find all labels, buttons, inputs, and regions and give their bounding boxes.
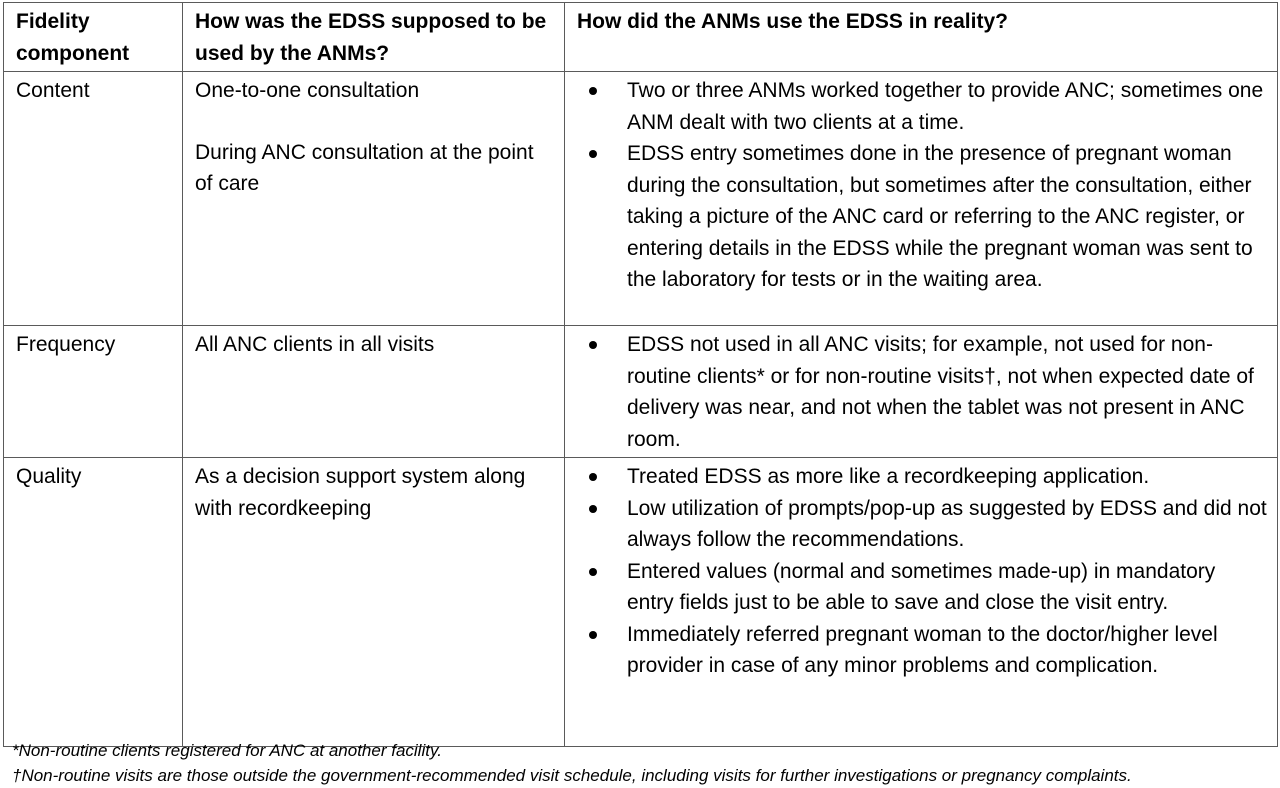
- supposed-text: During ANC consultation at the point of care: [195, 140, 534, 195]
- bullet-icon: [589, 568, 597, 576]
- list-item-text: Entered values (normal and sometimes made-up) in mandatory entry fields just to be able to save and close the visit entry.: [627, 559, 1216, 614]
- row-reality-frequency: [565, 326, 1278, 458]
- bullet-icon: [589, 631, 597, 639]
- list-item: [577, 556, 1267, 619]
- list-item: [577, 329, 1267, 455]
- list-item-text: EDSS entry sometimes done in the presence of pregnant woman during the consultation, but sometimes after the consultation, either taking a picture of the ANC card or referring to the ANC register, or entering details in the EDSS while the pregnant woman was sent to the laboratory for tests or in the waiting area.: [627, 142, 1253, 291]
- supposed-text: All ANC clients in all visits: [195, 333, 435, 356]
- bullet-icon: [589, 473, 597, 481]
- reality-list: [577, 461, 1267, 682]
- bullet-icon: [589, 150, 597, 158]
- list-item-text: Treated EDSS as more like a recordkeeping application.: [627, 465, 1150, 488]
- footnote-non-routine-visits: †Non-routine visits are those outside the government-recommended visit schedule, including visits for further investigations or pregnancy complaints.: [12, 766, 1132, 785]
- fidelity-table: [3, 2, 1278, 747]
- list-item-text: Immediately referred pregnant woman to the doctor/higher level provider in case of any minor problems and complication.: [627, 622, 1218, 677]
- bullet-icon: [589, 505, 597, 513]
- table-header-row: [4, 3, 1278, 72]
- list-item-text: EDSS not used in all ANC visits; for example, not used for non-routine clients* or for non-routine visits†, not when expected date of delivery was near, and not when the tablet was not present in ANC room.: [627, 333, 1254, 451]
- table-row: [4, 326, 1278, 458]
- table-row: [4, 458, 1278, 747]
- list-item: [577, 619, 1267, 682]
- row-supposed-quality: [183, 458, 565, 747]
- list-item: [577, 138, 1267, 296]
- table-footnotes: [12, 738, 1132, 788]
- header-reality-use: How did the ANMs use the EDSS in reality?: [565, 3, 1278, 72]
- header-supposed-use: How was the EDSS supposed to be used by the ANMs?: [183, 3, 565, 72]
- row-component-frequency: Frequency: [4, 326, 183, 458]
- row-component-quality: Quality: [4, 458, 183, 747]
- supposed-text: One-to-one consultation: [195, 79, 420, 102]
- bullet-icon: [589, 87, 597, 95]
- row-reality-quality: [565, 458, 1278, 747]
- row-supposed-content: [183, 72, 565, 326]
- supposed-text: As a decision support system along with recordkeeping: [195, 465, 526, 520]
- row-component-content: Content: [4, 72, 183, 326]
- list-item: [577, 75, 1267, 138]
- list-item-text: Low utilization of prompts/pop-up as suggested by EDSS and did not always follow the recommendations.: [627, 496, 1267, 551]
- footnote-non-routine-clients: *Non-routine clients registered for ANC at another facility.: [12, 741, 442, 760]
- reality-list: [577, 75, 1267, 296]
- fidelity-table-container: [3, 2, 1277, 747]
- bullet-icon: [589, 341, 597, 349]
- header-fidelity-component: Fidelity component: [4, 3, 183, 72]
- list-item-text: Two or three ANMs worked together to provide ANC; sometimes one ANM dealt with two clients at a time.: [627, 79, 1264, 134]
- table-row: [4, 72, 1278, 326]
- row-reality-content: [565, 72, 1278, 326]
- list-item: [577, 461, 1267, 493]
- reality-list: [577, 329, 1267, 455]
- list-item: [577, 493, 1267, 556]
- row-supposed-frequency: [183, 326, 565, 458]
